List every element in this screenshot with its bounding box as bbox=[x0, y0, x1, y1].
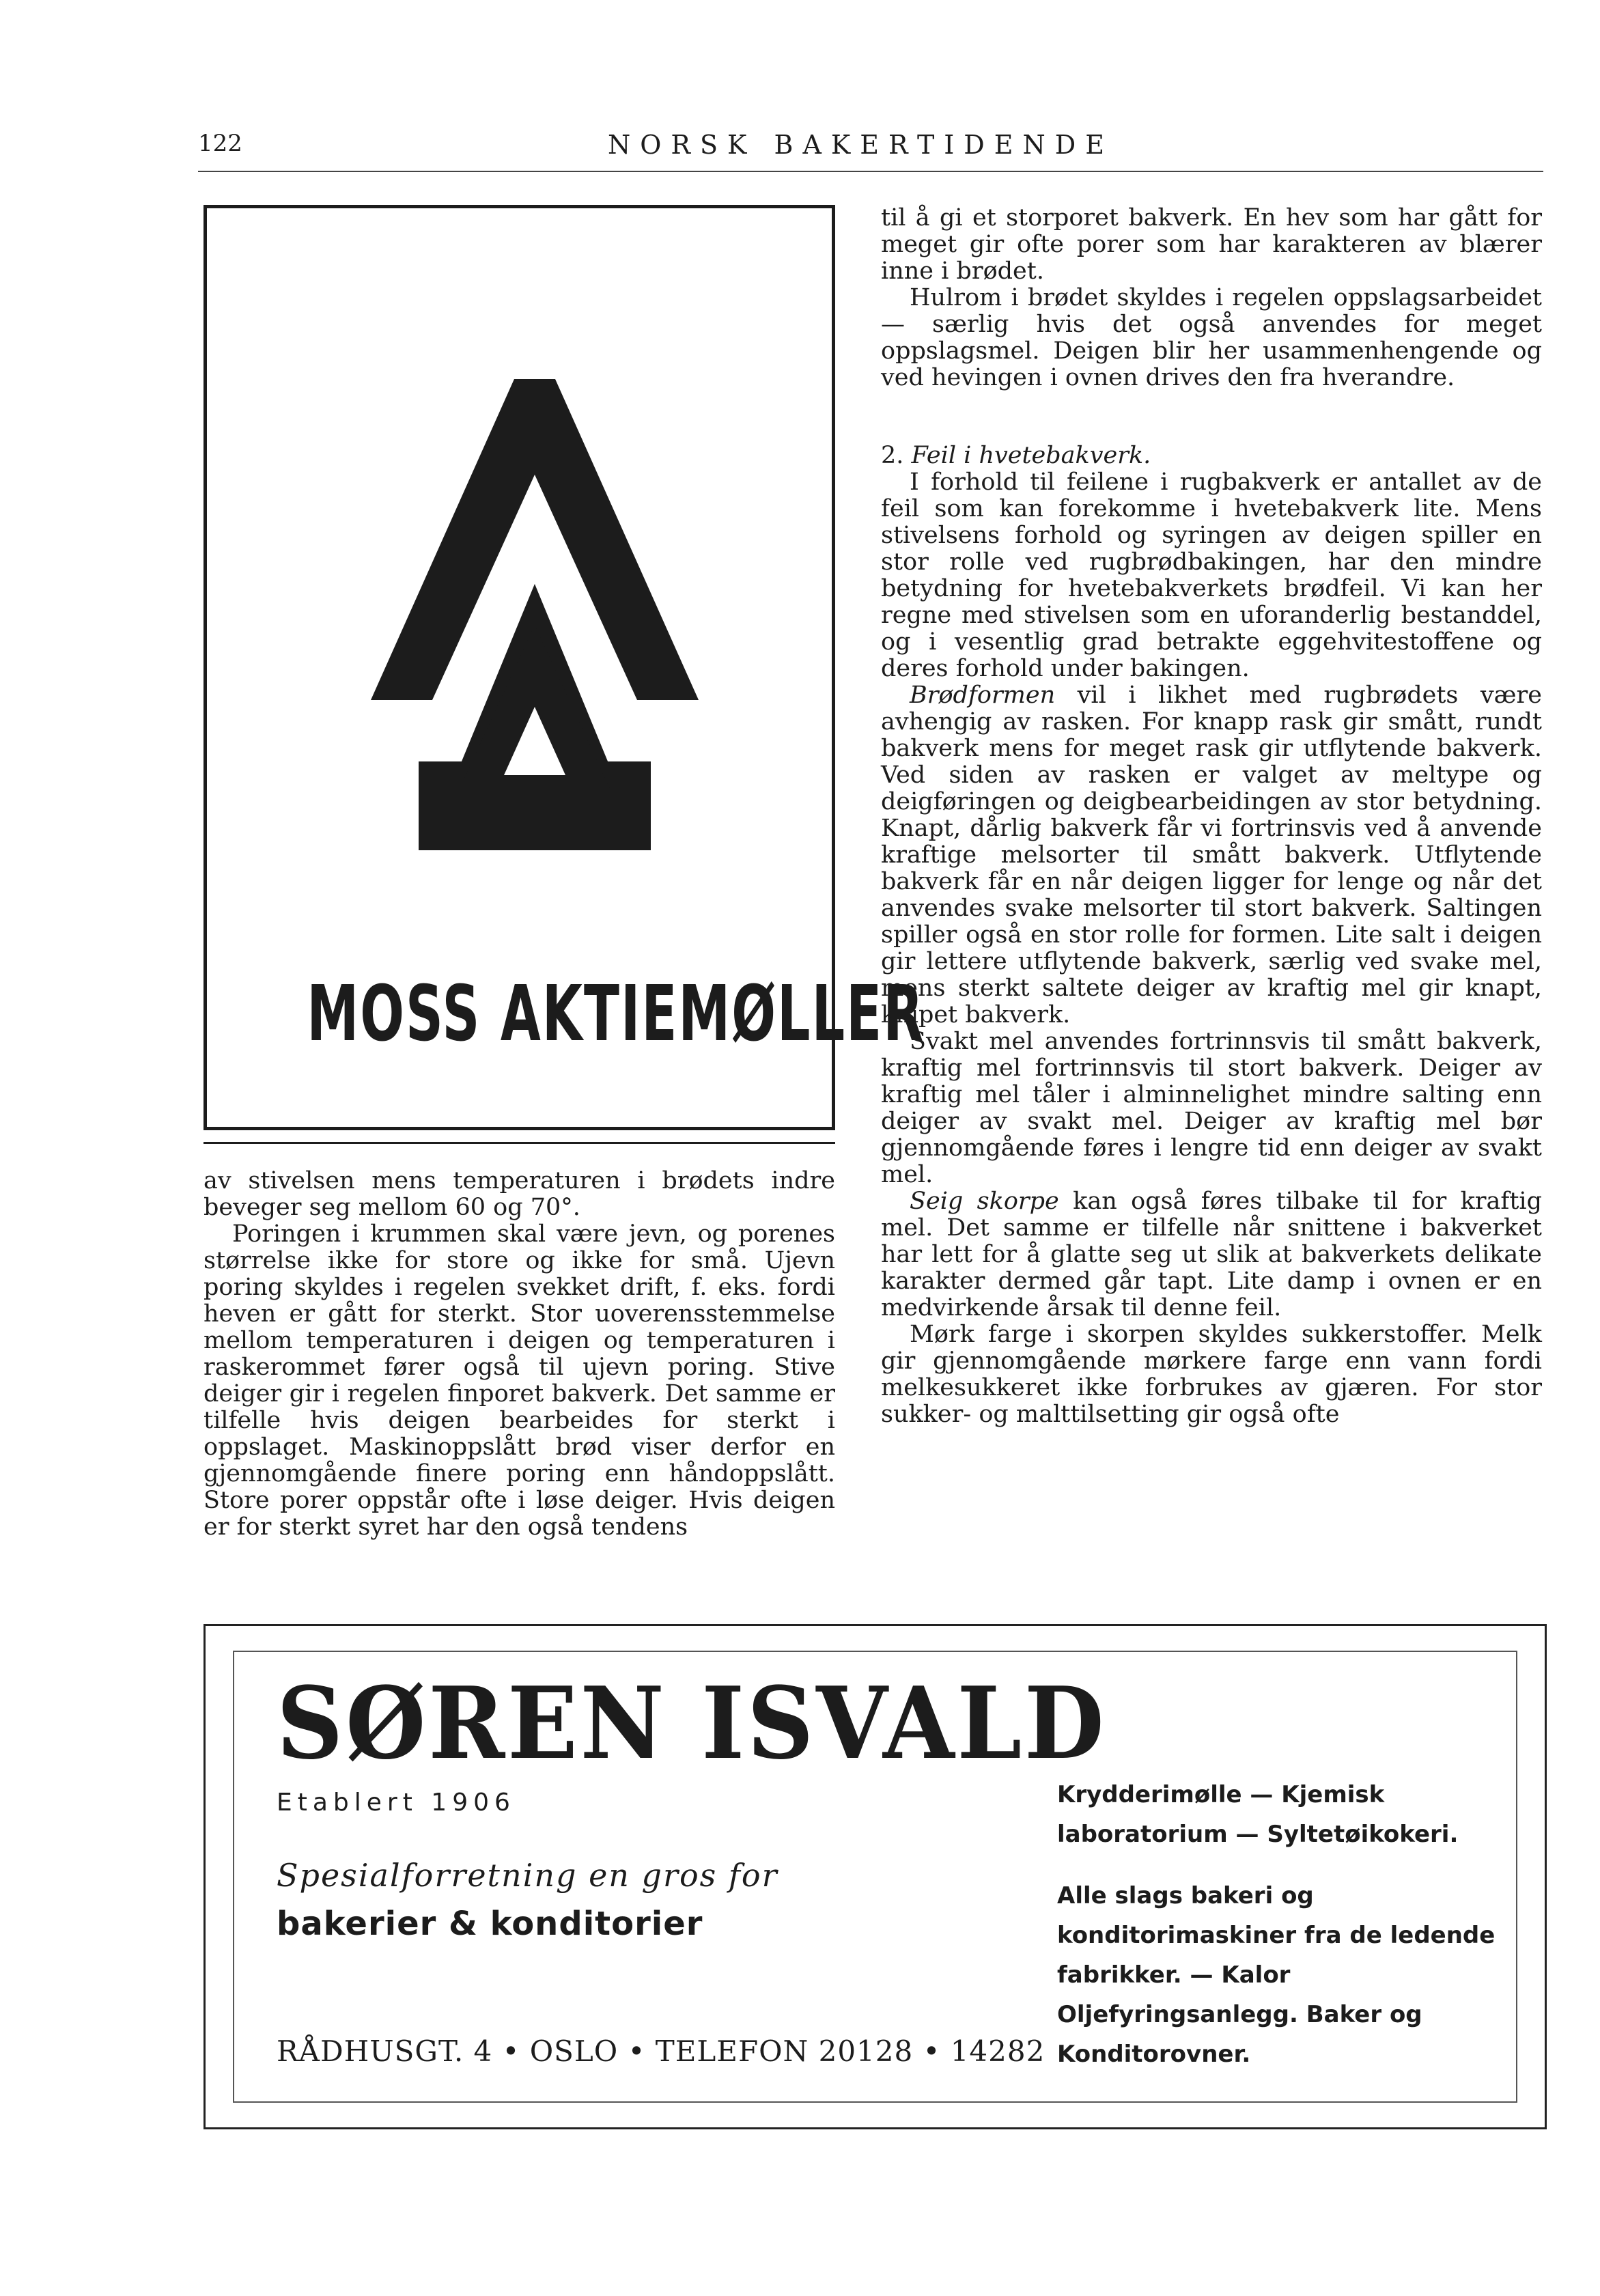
paragraph: Hulrom i brødet skyldes i regelen oppslagsarbeidet — særlig hvis det også anvendes for meget oppslagsmel. Deigen blir her usammenhengende og ved hevingen i ovnen drives den fra hverandre. bbox=[881, 284, 1542, 391]
term-brodformen: Brødformen bbox=[910, 682, 1056, 709]
header-rule bbox=[198, 171, 1543, 172]
left-column bbox=[203, 1168, 835, 1541]
isvald-bakeries: bakerier & konditorier bbox=[277, 1905, 703, 1943]
paragraph: av stivelsen mens temperaturen i brødets indre beveger seg mellom 60 og 70°. bbox=[203, 1167, 835, 1221]
right-column-section bbox=[881, 443, 1542, 1428]
right-column-top bbox=[881, 205, 1542, 391]
publication-title: NORSK BAKERTIDENDE bbox=[608, 130, 1114, 160]
paragraph: til å gi et storporet bakverk. En hev som har gått for meget gir ofte porer som har karakteren av blærer inne i brødet. bbox=[881, 204, 1542, 285]
section-number: 2. bbox=[881, 442, 904, 469]
moss-ad-bottom-rule bbox=[203, 1142, 835, 1144]
section-title: Feil i hvetebakverk. bbox=[911, 442, 1151, 469]
isvald-company-name: SØREN ISVALD bbox=[277, 1666, 1107, 1782]
term-seig-skorpe: Seig skorpe bbox=[910, 1188, 1059, 1215]
paragraph: Seig skorpe kan også føres tilbake til for kraftig mel. Det samme er tilfelle når snittene i bakverket har lett for å glatte seg ut slik at bakverkets delikate karakter dermed går tapt. Lite damp i ovnen er en medvirkende årsak til denne feil. bbox=[881, 1188, 1542, 1321]
isvald-advertisement bbox=[203, 1624, 1547, 2129]
isvald-services bbox=[1057, 1775, 1501, 2074]
isvald-ad-frame bbox=[233, 1651, 1517, 2103]
paragraph: Svakt mel anvendes fortrinnsvis til smått bakverk, kraftig mel fortrinnsvis til stort bakverk. Deiger av kraftig mel tåler i alminnelighet mindre salting enn deiger av svakt mel. Deiger av kraftig mel bør gjennomgående føres i lengre tid enn deiger av svakt mel. bbox=[881, 1028, 1542, 1188]
isvald-services-line2: Alle slags bakeri og konditorimaskiner fra de ledende fabrikker. — Kalor Oljefyringsanlegg. Baker og Konditorovner. bbox=[1057, 1882, 1496, 2068]
paragraph: Brødformen vil i likhet med rugbrødets være avhengig av rasken. For knapp rask gir smått, rundt bakverk mens for meget rask gir utflytende bakverk. Ved siden av rasken er valget av meltype og deigføringen og deigbearbeidingen av stor betydning. Knapt, dårlig bakverk får vi fortrinsvis ved å anvende kraftige melsorter til smått bakverk. Utflytende bakverk får en når deigen ligger for lenge og når det anvendes svake melsorter til stort bakverk. Saltingen spiller også en stor rolle for formen. Lite salt i deigen gir lettere utflytende bakverk, særlig ved svake mel, mens sterkt saltete deiger av kraftig mel gir knapt, knipet bakverk. bbox=[881, 682, 1542, 1028]
section-heading bbox=[881, 443, 1542, 469]
paragraph: Poringen i krummen skal være jevn, og porenes størrelse ikke for store og ikke for små. Ujevn poring skyldes i regelen svekket drift, f. eks. fordi heven er gått for sterkt. Stor uoverensstemmelse mellom temperaturen i deigen og temperaturen i raskerommet fører også til ujevn poring. Stive deiger gir i regelen finporet bakverk. Det samme er tilfelle hvis deigen bearbeides for sterkt i oppslaget. Maskinoppslått brød viser derfor en gjennomgående finere poring enn håndoppslått. Store porer oppstår ofte i løse deiger. Hvis deigen er for sterkt syret har den også tendens bbox=[203, 1220, 835, 1541]
isvald-established: Etablert 1906 bbox=[277, 1789, 516, 1817]
isvald-specialty: Spesialforretning en gros for bbox=[277, 1857, 778, 1894]
isvald-address: RÅDHUSGT. 4 • OSLO • TELEFON 20128 • 14282 bbox=[277, 2034, 1045, 2068]
moss-company-name: MOSS AKTIEMØLLER bbox=[307, 970, 925, 1059]
paragraph: I forhold til feilene i rugbakverk er antallet av de feil som kan forekomme i hvetebakverk lite. Mens stivelsens forhold og syringen av deigen spiller en stor rolle ved rugbrødbakingen, har den mindre betydning for hvetebakverkets brødfeil. Vi kan her regne med stivelsen som en uforanderlig bestanddel, og i vesentlig grad betrakte eggehvitestoffene og deres forhold under bakingen. bbox=[881, 468, 1542, 682]
page-number: 122 bbox=[198, 130, 242, 157]
moss-advertisement bbox=[203, 205, 925, 1130]
isvald-services-line1: Krydderimølle — Kjemisk laboratorium — Syltetøikokeri. bbox=[1057, 1781, 1459, 1848]
paragraph: Mørk farge i skorpen skyldes sukkerstoffer. Melk gir gjennomgående mørkere farge enn vann fordi melkesukkeret ikke forbrukes av gjæren. For stor sukker- og malttilsetting gir også ofte bbox=[881, 1321, 1542, 1428]
moss-logo-icon bbox=[371, 379, 699, 857]
page-header bbox=[198, 130, 1543, 171]
